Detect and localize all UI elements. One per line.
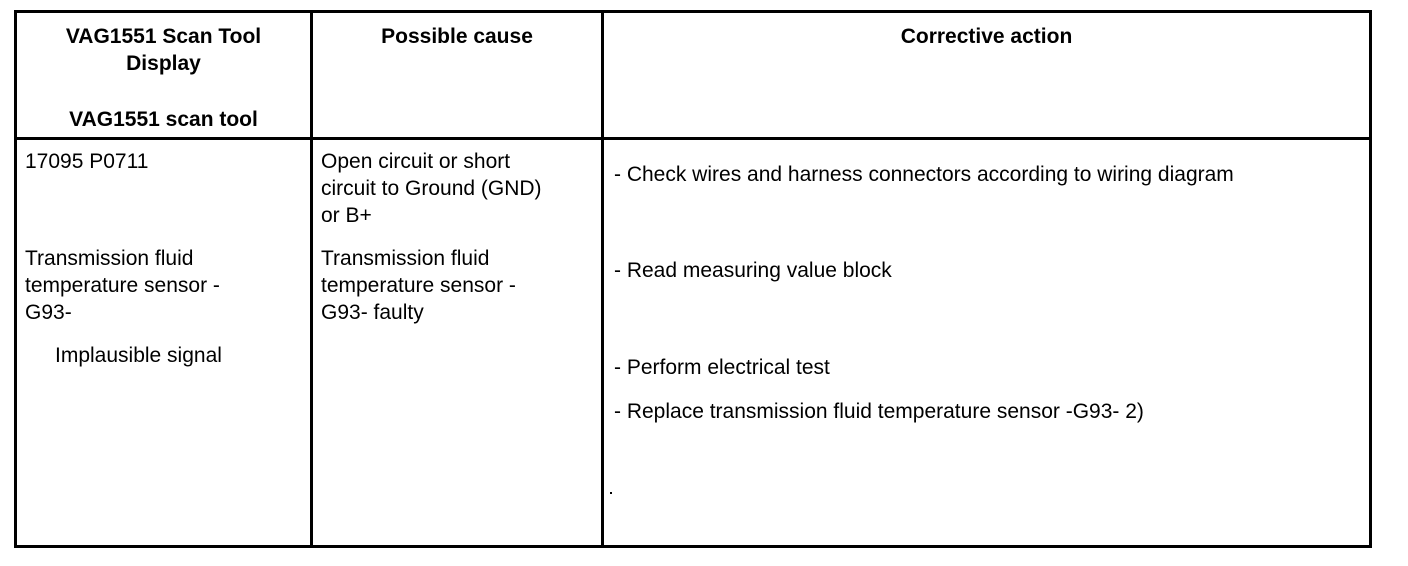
stray-dot — [610, 492, 612, 494]
action-item: - Perform electrical test — [614, 355, 830, 379]
header-row — [16, 12, 1371, 139]
fault-component: Transmission fluid temperature sensor - G93- — [25, 246, 220, 324]
cell-corrective-action — [603, 138, 1371, 546]
header-possible-cause-label: Possible cause — [381, 25, 533, 48]
cell-scan-tool-display — [16, 138, 312, 546]
action-item: - Check wires and harness connectors according to wiring diagram — [614, 162, 1234, 186]
header-corrective-action-label: Corrective action — [900, 25, 1073, 48]
diagnostic-table — [14, 10, 1372, 548]
header-scan-tool-sub: VAG1551 scan tool — [69, 108, 258, 131]
cause-item: Open circuit or short circuit to Ground (GND) or B+ — [321, 149, 542, 227]
fault-symptom: Implausible signal — [55, 343, 222, 367]
header-corrective-action — [603, 12, 1371, 139]
action-item: - Replace transmission fluid temperature sensor -G93- 2) — [614, 399, 1144, 423]
header-possible-cause — [312, 12, 603, 139]
fault-row — [16, 138, 1371, 546]
fault-code: 17095 P0711 — [25, 149, 149, 173]
header-scan-tool-title-line2: Display — [126, 52, 201, 75]
cell-possible-cause — [312, 138, 603, 546]
action-item: - Read measuring value block — [614, 258, 892, 282]
cause-item: Transmission fluid temperature sensor - G93- faulty — [321, 246, 516, 324]
header-scan-tool-title-line1: VAG1551 Scan Tool — [65, 25, 262, 48]
header-scan-tool-title — [17, 23, 310, 77]
header-scan-tool-display — [16, 12, 312, 139]
